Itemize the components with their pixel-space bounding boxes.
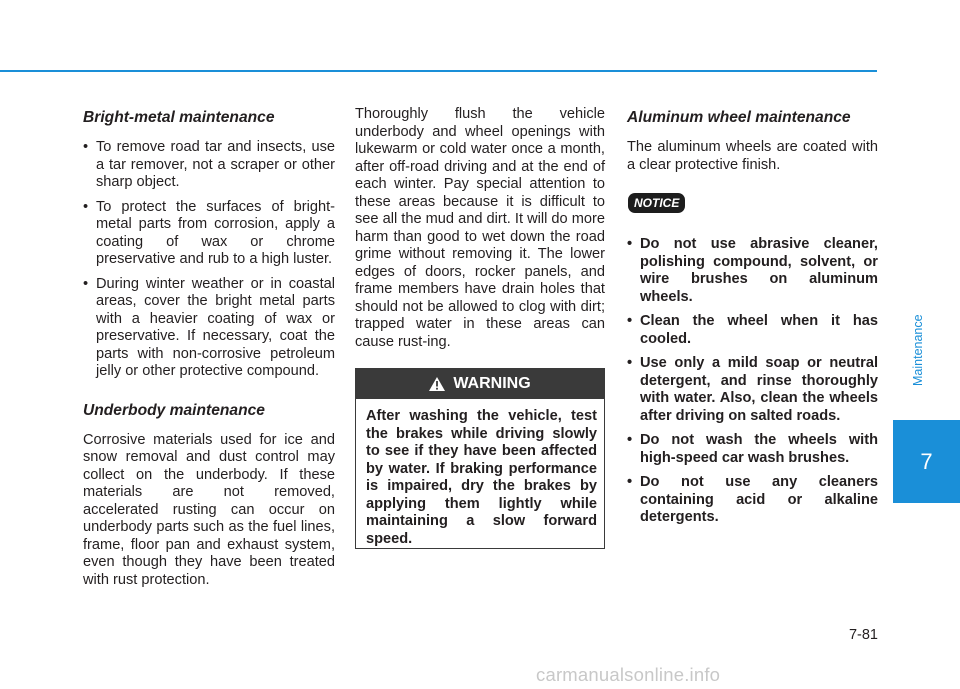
page-number: 7-81 (848, 627, 878, 643)
chapter-side-label: Maintenance (911, 314, 925, 386)
watermark: carmanualsonline.info (536, 664, 721, 685)
notice-badge: NOTICE (628, 193, 685, 213)
chapter-tab[interactable] (893, 420, 960, 503)
list-item: • To remove road tar and insects, use a tar remover, not a scraper or other sharp object. (83, 139, 335, 190)
underbody-paragraph: Corrosive materials used for ice and snow removal and dust control may collect on the underbody. If these materials are not removed, accelerated rusting can occur on underbody parts such as the fuel lines, frame, floor pan and exhaust system, even though they have been treated with rust protection. (83, 431, 335, 588)
list-item: • To protect the surfaces of bright-metal parts from corrosion, apply a coating of wax or chrome preservative and rub to a high luster. (83, 198, 335, 267)
column-right (627, 108, 878, 534)
aluminum-list (627, 236, 878, 527)
list-item: • Do not use any cleaners containing acid or alkaline detergents. (627, 474, 878, 525)
list-item: • During winter weather or in coastal areas, cover the bright metal parts with a heavier coating of wax or preservative. If necessary, coat the parts with non-corrosive petroleum jelly or other protective compound. (83, 275, 335, 379)
warning-triangle-icon (429, 377, 445, 391)
bright-metal-list (83, 139, 335, 381)
warning-label: WARNING (453, 375, 531, 392)
aluminum-intro: The aluminum wheels are coated with a clear protective finish. (627, 139, 878, 173)
aluminum-heading: Aluminum wheel maintenance (627, 109, 851, 126)
underbody-heading: Underbody maintenance (83, 401, 265, 419)
chapter-number: 7 (920, 448, 933, 474)
warning-box (355, 368, 605, 549)
column-left (83, 108, 335, 589)
bright-metal-heading: Bright-metal maintenance (83, 109, 275, 126)
warning-text: After washing the vehicle, test the brakes while driving slowly to see if they have been affected by water. If braking performance is impaired, dry the brakes by applying them lightly while maintaining a slow forward speed. (366, 408, 597, 547)
underbody-continued-paragraph: Thoroughly flush the vehicle underbody and wheel openings with lukewarm or cold water once a month, after off-road driving and at the end of each winter. Pay special attention to these areas because it is difficult to see all the mud and dirt. It will do more harm than good to wet down the road grime without removing it. The lower edges of doors, rocker panels, and frame members have drain holes that should not be allowed to clog with dirt; trapped water in these areas can cause rust-ing. (355, 106, 605, 350)
list-item: • Do not use abrasive cleaner, polishing compound, solvent, or wire brushes on aluminum wheels. (627, 236, 878, 305)
list-item: • Do not wash the wheels with high-speed car wash brushes. (627, 432, 878, 466)
header-rule (0, 70, 877, 72)
column-middle (355, 106, 605, 351)
list-item: • Clean the wheel when it has cooled. (627, 313, 878, 347)
warning-header (356, 369, 604, 399)
list-item: • Use only a mild soap or neutral detergent, and rinse thoroughly with water. Also, clean the wheels after driving on salted roads. (627, 355, 878, 424)
